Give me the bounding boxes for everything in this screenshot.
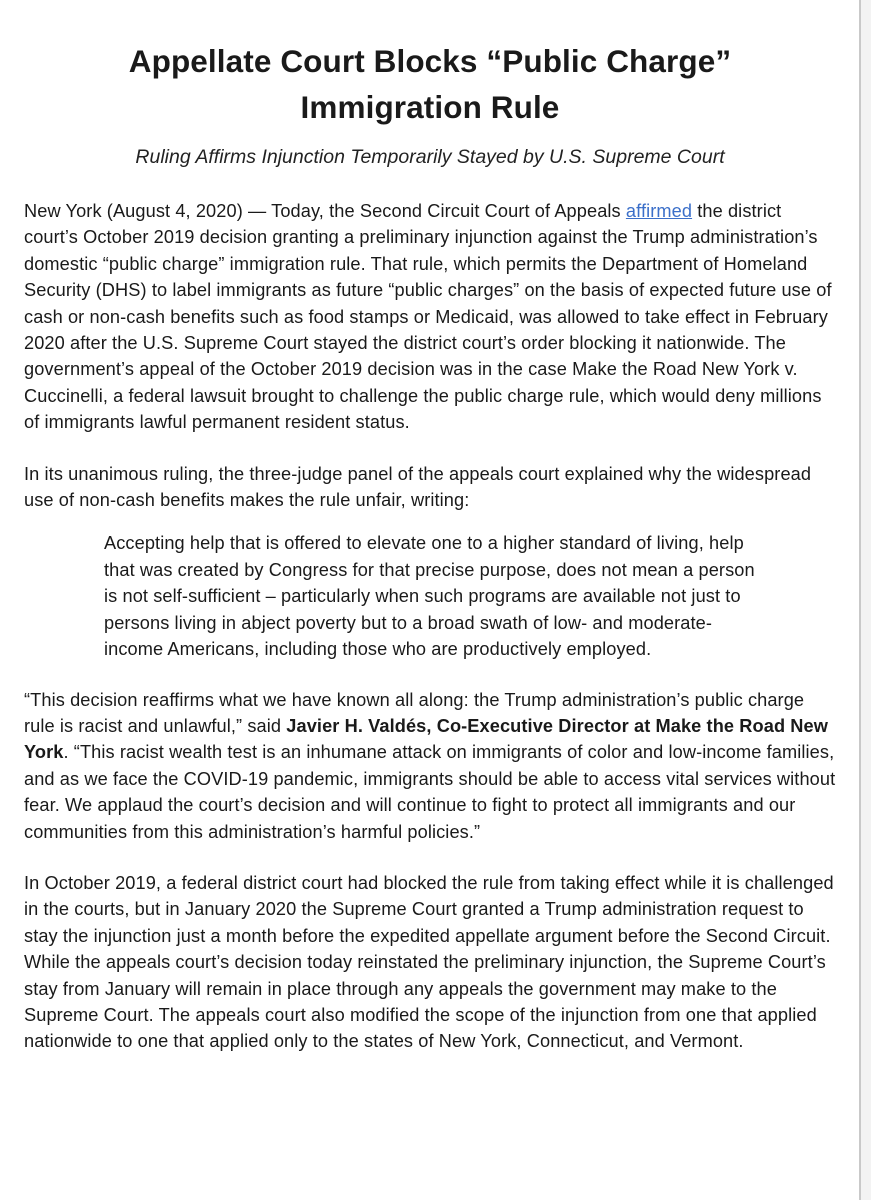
- paragraph-1-body: the district court’s October 2019 decision granting a preliminary injunction against the Trump administration’s domestic “public charge” immigration rule. That rule, which permits the Department of Homeland Security (DHS) to label immigrants as future “public charges” on the basis of expected future use of cash or non-cash benefits such as food stamps or Medicaid, was allowed to take effect in February 2020 after the U.S. Supreme Court stayed the district court’s order blocking it nationwide. The government’s appeal of the October 2019 decision was in the case Make the Road New York v. Cuccinelli, a federal lawsuit brought to challenge the public charge rule, which would deny millions of immigrants lawful permanent resident status.: [24, 201, 832, 433]
- paragraph-2: In its unanimous ruling, the three-judge panel of the appeals court explained why the widespread use of non-cash benefits makes the rule unfair, writing:: [24, 463, 812, 511]
- court-quote: Accepting help that is offered to elevate one to a higher standard of living, help that was created by Congress for that precise purpose, does not mean a person is not self-sufficient – particularly when such programs are available not just to persons living in abject poverty but to a broad swath of low- and moderate-income Americans, including those who are productively employed.: [104, 533, 755, 660]
- speaker-name: Javier H. Valdés, Co-Executive Director at Make the Road New York: [24, 715, 829, 763]
- paragraph-3-intro: “This decision reaffirms what we have known all along: the Trump administration’s public charge rule is racist and unlawful,” said: [24, 689, 805, 736]
- article-title: [24, 38, 836, 130]
- article-subtitle: Ruling Affirms Injunction Temporarily Stayed by U.S. Supreme Court: [135, 146, 725, 168]
- page-edge-shadow: [861, 0, 871, 1200]
- paragraph-3: [24, 687, 840, 845]
- article-title-line-2: Immigration Rule: [300, 89, 560, 125]
- paragraph-1-intro: New York (August 4, 2020) — Today, the Second Circuit Court of Appeals: [24, 201, 626, 221]
- article-title-line-1: Appellate Court Blocks “Public Charge”: [128, 43, 732, 79]
- paragraph-3-body: . “This racist wealth test is an inhumane attack on immigrants of color and low-income families, and as we face the COVID-19 pandemic, immigrants should be able to access vital services without fear. We applaud the court’s decision and will continue to fight to protect all immigrants and our communities from this administration’s harmful policies.”: [24, 742, 836, 842]
- page-edge-line: [859, 0, 861, 1200]
- paragraph-1: [24, 198, 840, 436]
- affirmed-link[interactable]: affirmed: [625, 201, 693, 221]
- paragraph-4: In October 2019, a federal district court had blocked the rule from taking effect while it is challenged in the courts, but in January 2020 the Supreme Court granted a Trump administration request to stay the injunction just a month before the expedited appellate argument before the Second Circuit. While the appeals court’s decision today reinstated the preliminary injunction, the Supreme Court’s stay from January will remain in place through any appeals the government may make to the Supreme Court. The appeals court also modified the scope of the injunction from one that applied nationwide to one that applied only to the states of New York, Connecticut, and Vermont.: [24, 872, 834, 1052]
